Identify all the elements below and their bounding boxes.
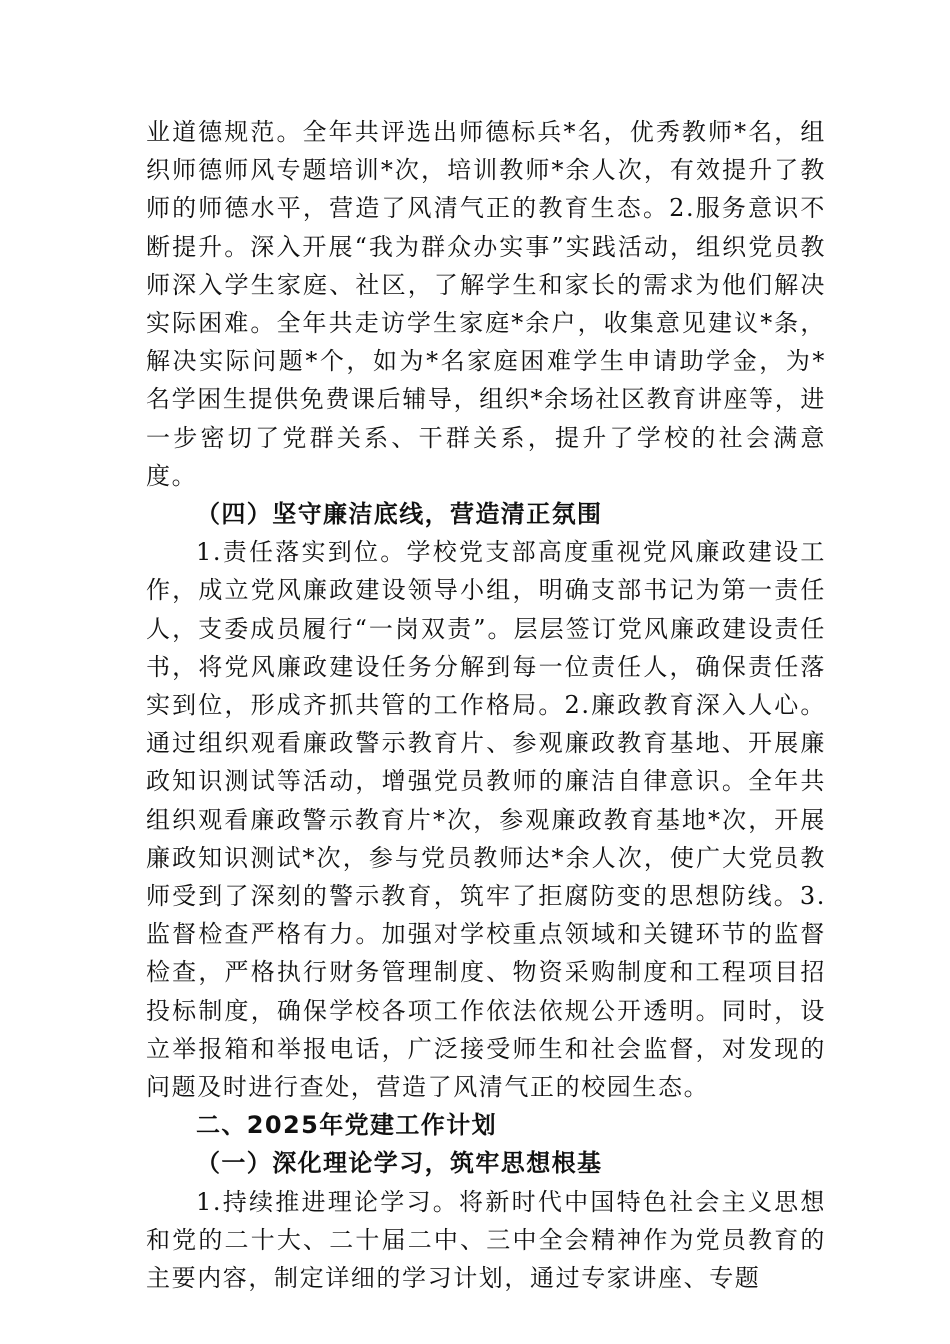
document-body [146,113,826,1297]
paragraph-continued: 业道德规范。全年共评选出师德标兵*名，优秀教师*名，组织师德师风专题培训*次，培训教师*余人次，有效提升了教师的师德水平，营造了风清气正的教育生态。2.服务意识不断提升。深入开展“我为群众办实事”实践活动，组织党员教师深入学生家庭、社区，了解学生和家长的需求为他们解决实际困难。全年共走访学生家庭*余户，收集意见建议*条，解决实际问题*个，如为*名家庭困难学生申请助学金，为*名学困生提供免费课后辅导，组织*余场社区教育讲座等，进一步密切了党群关系、干群关系，提升了学校的社会满意度。 [146,118,826,490]
subsection-heading-1: （一）深化理论学习，筑牢思想根基 [196,1149,603,1178]
paragraph-integrity: 1.责任落实到位。学校党支部高度重视党风廉政建设工作，成立党风廉政建设领导小组，明确支部书记为第一责任人，支委成员履行“一岗双责”。层层签订党风廉政建设责任书，将党风廉政建设任务分解到每一位责任人，确保责任落实到位，形成齐抓共管的工作格局。2.廉政教育深入人心。通过组织观看廉政警示教育片、参观廉政教育基地、开展廉政知识测试等活动，增强党员教师的廉洁自律意识。全年共组织观看廉政警示教育片*次，参观廉政教育基地*次，开展廉政知识测试*次，参与党员教师达*余人次，使广大党员教师受到了深刻的警示教育，筑牢了拒腐防变的思想防线。3.监督检查严格有力。加强对学校重点领域和关键环节的监督检查，严格执行财务管理制度、物资采购制度和工程项目招投标制度，确保学校各项工作依法依规公开透明。同时，设立举报箱和举报电话，广泛接受师生和社会监督，对发现的问题及时进行查处，营造了风清气正的校园生态。 [146,538,826,1102]
paragraph-theory-study: 1.持续推进理论学习。将新时代中国特色社会主义思想和党的二十大、二十届二中、三中全会精神作为党员教育的主要内容，制定详细的学习计划，通过专家讲座、专题 [146,1187,826,1293]
section-heading-2: 二、2025年党建工作计划 [196,1111,497,1140]
subsection-heading-4: （四）坚守廉洁底线，营造清正氛围 [196,500,603,529]
